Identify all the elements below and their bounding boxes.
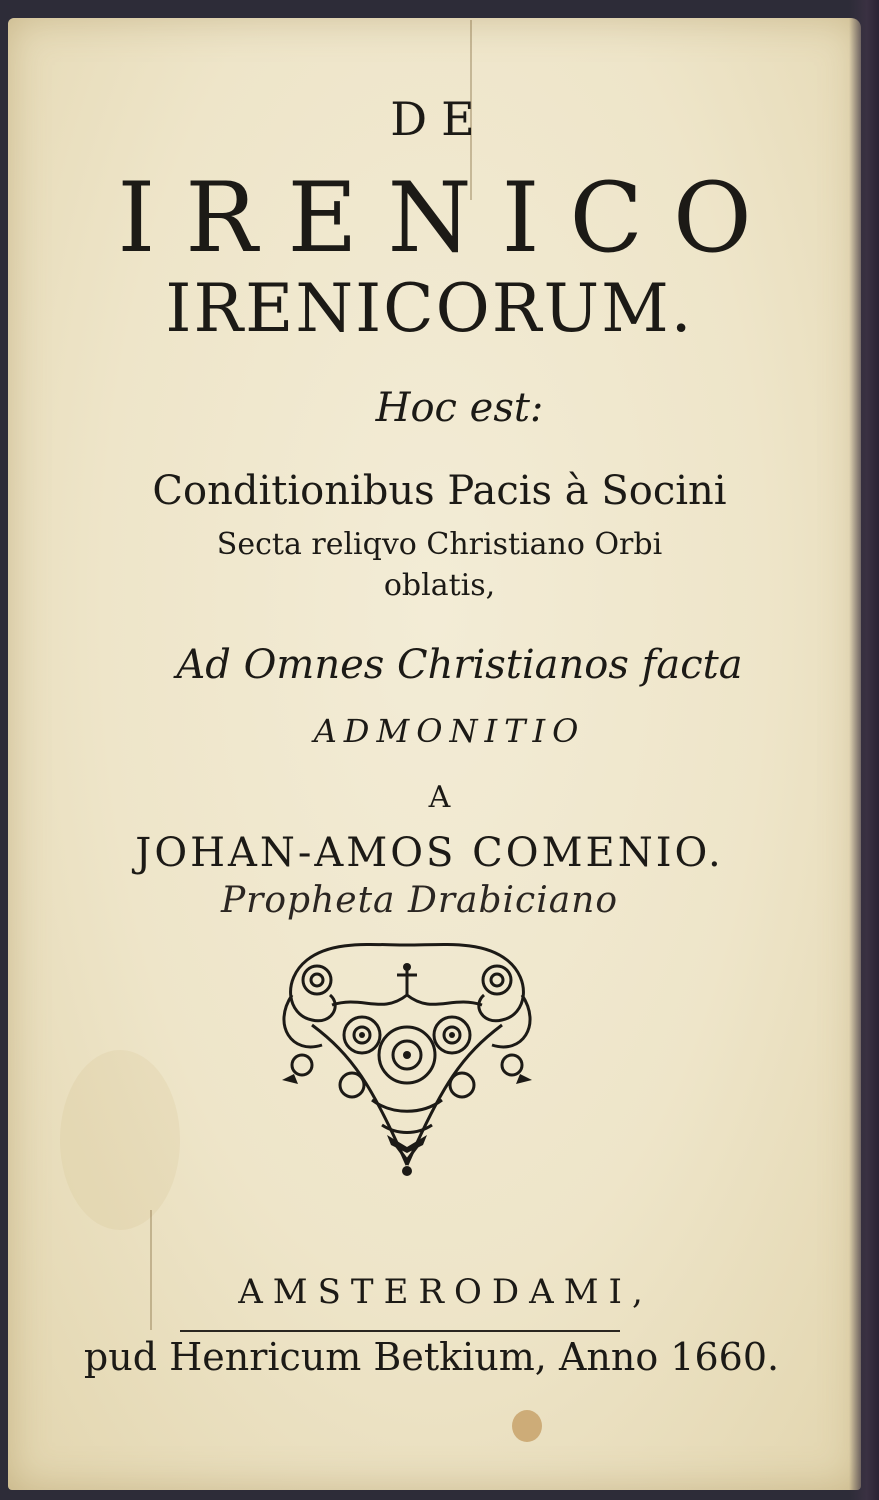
- imprint-publisher-year: pud Henricum Betkium, Anno 1660.: [83, 1335, 780, 1379]
- foxing-stain: [60, 1050, 180, 1230]
- imprint-rule: [180, 1330, 620, 1332]
- subtitle-conditionibus: Conditionibus Pacis à Socini: [152, 468, 727, 514]
- foxing-stain: [512, 1410, 542, 1442]
- subtitle-admonitio: ADMONITIO: [313, 712, 586, 750]
- author-preposition: A: [428, 780, 451, 815]
- author-name: JOHAN-AMOS COMENIO.: [135, 830, 724, 876]
- imprint-place: AMSTERODAMI,: [238, 1272, 653, 1312]
- subtitle-oblatis: oblatis,: [383, 568, 496, 603]
- handwritten-annotation: Propheta Drabiciano: [220, 880, 619, 921]
- subtitle-hoc-est: Hoc est:: [375, 385, 544, 431]
- title-line-irenico: IRENICO: [117, 162, 782, 274]
- title-line-irenicorum: IRENICORUM.: [165, 270, 694, 347]
- printers-ornament-icon: [272, 935, 542, 1180]
- title-line-de: DE: [390, 92, 489, 146]
- paper-crease: [150, 1210, 152, 1330]
- subtitle-secta: Secta reliqvo Christiano Orbi: [216, 527, 663, 562]
- subtitle-ad-omnes: Ad Omnes Christianos facta: [176, 642, 743, 688]
